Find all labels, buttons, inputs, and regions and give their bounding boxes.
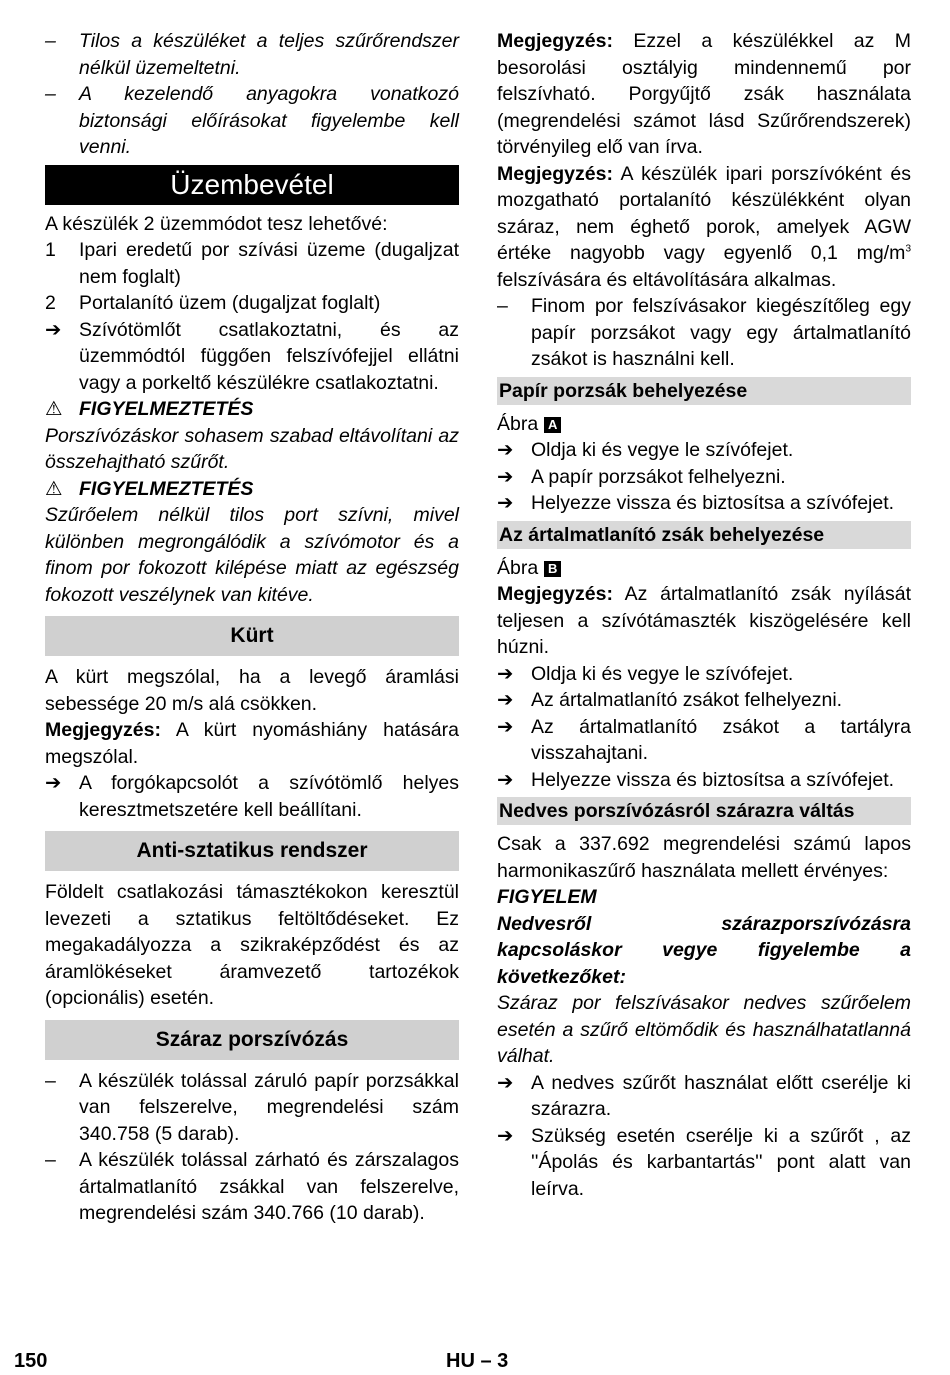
list-item — [45, 317, 459, 397]
section-heading-dry: Száraz porszívózás — [45, 1020, 459, 1060]
warning-text: Porszívózáskor sohasem szabad eltávolítani az összehajtható szűrőt. — [45, 424, 459, 473]
figure-label: Ábra — [497, 412, 539, 435]
note-text: A kürt nyomáshiány hatására megszólal. — [45, 719, 459, 768]
list-item-text: A papír porzsákot felhelyezni. — [531, 465, 786, 488]
list-item-text: A készülék tolással záruló papír porzsákkal van felszerelve, megrendelési szám 340.758 (5 darab). — [79, 1069, 459, 1145]
list-item-text: Az ártalmatlanító zsákot a tartályra visszahajtani. — [531, 715, 911, 764]
kurt-note — [45, 717, 459, 770]
figure-reference — [497, 411, 911, 438]
list-item-text: Szívótömlőt csatlakoztatni, és az üzemmódtól függően felszívófejjel ellátni vagy a porkeltő készülékre csatlakoztatni. — [79, 318, 459, 394]
note-text: felszívására és eltávolítására alkalmas. — [497, 268, 837, 291]
superscript: 3 — [905, 243, 911, 255]
arrow-icon: ➔ — [45, 318, 62, 341]
note-label: Megjegyzés: — [497, 583, 613, 605]
figure-label: Ábra — [497, 556, 539, 579]
dash-marker: – — [45, 1069, 56, 1092]
attention-label: FIGYELEM — [497, 886, 597, 908]
note-label: Megjegyzés: — [45, 719, 161, 741]
list-item-text: Az ártalmatlanító zsákot felhelyezni. — [531, 689, 843, 711]
list-item — [497, 687, 911, 714]
section-title: Üzembevétel — [45, 165, 459, 205]
list-item — [497, 490, 911, 517]
note-paragraph — [497, 28, 911, 161]
list-item-text: A kezelendő anyagokra vonatkozó biztonsági előírásokat figyelembe kell venni. — [79, 83, 459, 158]
list-item-text: Portalanító üzem (dugaljzat foglalt) — [79, 292, 381, 314]
number-marker: 1 — [45, 239, 56, 261]
page-number: 150 — [14, 1350, 48, 1372]
arrow-icon: ➔ — [497, 1124, 514, 1147]
list-item-text: A készülék tolással zárható és zárszalagos ártalmatlanító zsákkal van felszerelve, megrendelési szám 340.766 (10 darab). — [79, 1149, 459, 1224]
list-item-text: Szükség esetén cserélje ki a szűrőt , az ''Ápolás és karbantartás'' pont alatt van leírva. — [531, 1124, 911, 1200]
arrow-icon: ➔ — [497, 439, 514, 461]
arrow-icon: ➔ — [497, 768, 514, 791]
arrow-icon: ➔ — [497, 465, 514, 488]
wet-to-dry-text: Csak a 337.692 megrendelési számú lapos harmonikaszűrő használata mellett érvényes: — [497, 833, 911, 882]
note-paragraph — [497, 161, 911, 294]
list-item-text: Finom por felszívásakor kiegészítőleg egy papír porzsákot vagy egy ártalmatlanító zsákot is használni kell. — [531, 295, 911, 370]
warning-icon: ⚠ — [45, 398, 63, 420]
list-item — [497, 437, 911, 464]
attention-text: Száraz por felszívásakor nedves szűrőelem esetén a szűrő eltömődik és használhatatlanná válhat. — [497, 992, 911, 1067]
note-text: Ezzel a készülékkel az M besorolási osztályig mindennemű por felszívható. Porgyűjtő zsák használata (megrendelési számot lásd Szűrőrendszerek) törvényileg elő van írva. — [497, 30, 911, 158]
warning-label: FIGYELMEZTETÉS — [79, 477, 254, 500]
list-item-text: Helyezze vissza és biztosítsa a szívófejet. — [531, 492, 895, 514]
list-item — [497, 661, 911, 688]
section-footer: HU – 3 — [446, 1350, 509, 1372]
kurt-text: A kürt megszólal, ha a levegő áramlási sebessége 20 m/s alá csökken. — [45, 666, 459, 715]
arrow-icon: ➔ — [497, 1071, 514, 1094]
warning-text: Szűrőelem nélkül tilos port szívni, mivel különben megrongálódik a szívómotor és a finom por fokozott kilépése miatt az egészség fokozott veszélynek van kitéve. — [45, 504, 459, 606]
list-item — [45, 290, 459, 317]
warning-heading — [45, 396, 459, 423]
subsection-heading-wet-to-dry: Nedves porszívózásról szárazra váltás — [497, 797, 911, 825]
list-item — [45, 28, 459, 81]
left-column — [45, 28, 459, 1227]
list-item — [497, 1070, 911, 1123]
figure-letter-icon: A — [544, 417, 561, 433]
right-column — [497, 28, 911, 1202]
arrow-icon: ➔ — [497, 689, 514, 711]
list-item-text: Oldja ki és vegye le szívófejet. — [531, 439, 794, 461]
list-item — [45, 1068, 459, 1148]
arrow-icon: ➔ — [497, 715, 514, 738]
figure-letter-icon: B — [544, 561, 561, 577]
section-heading-kurt: Kürt — [45, 616, 459, 656]
list-item — [497, 1123, 911, 1203]
list-item-text: Oldja ki és vegye le szívófejet. — [531, 662, 794, 685]
note-label: Megjegyzés: — [497, 162, 613, 185]
list-item-text: A forgókapcsolót a szívótömlő helyes keresztmetszetére kell beállítani. — [79, 772, 459, 821]
note-label: Megjegyzés: — [497, 30, 613, 52]
list-item-text: Helyezze vissza és biztosítsa a szívófejet. — [531, 768, 895, 791]
list-item — [45, 770, 459, 823]
warning-heading — [45, 476, 459, 503]
list-item — [45, 81, 459, 161]
number-marker: 2 — [45, 292, 56, 314]
modes-intro: A készülék 2 üzemmódot tesz lehetővé: — [45, 212, 388, 235]
dash-marker: – — [45, 83, 56, 105]
list-item-text: Ipari eredetű por szívási üzeme (dugaljzat nem foglalt) — [79, 239, 459, 288]
section-heading-antistatic: Anti-sztatikus rendszer — [45, 831, 459, 871]
arrow-icon: ➔ — [45, 772, 62, 794]
subsection-heading-paper-bag: Papír porzsák behelyezése — [497, 377, 911, 405]
list-item — [497, 714, 911, 767]
list-item-text: Tilos a készüléket a teljes szűrőrendszer nélkül üzemeltetni. — [79, 30, 459, 79]
list-item — [497, 293, 911, 373]
note-paragraph — [497, 581, 911, 661]
list-item — [497, 464, 911, 491]
dash-marker: – — [497, 295, 508, 317]
arrow-icon: ➔ — [497, 662, 514, 685]
figure-reference — [497, 555, 911, 582]
note-text: A készülék ipari porszívóként és mozgatható portalanító készülékként olyan száraz, nem éghető porok, amelyek AGW értéke nagyobb vagy egyenlő 0,1 mg/m — [497, 162, 911, 264]
dash-marker: – — [45, 30, 56, 52]
list-item — [45, 237, 459, 290]
list-item — [497, 767, 911, 794]
attention-bold-text: Nedvesről szárazporszívózásra kapcsoláskor vegye figyelembe a következőket: — [497, 912, 911, 988]
antistatic-text: Földelt csatlakozási támasztékokon keresztül levezeti a sztatikus feltöltődéseket. Ez megakadályozza a szikraképződést és az áramlökéseket áramvezető tartozékok (opcionális) esetén. — [45, 881, 459, 1009]
arrow-icon: ➔ — [497, 492, 514, 514]
list-item-text: A nedves szűrőt használat előtt cserélje ki szárazra. — [531, 1071, 911, 1120]
list-item — [45, 1147, 459, 1227]
dash-marker: – — [45, 1149, 56, 1171]
subsection-heading-disposal-bag: Az ártalmatlanító zsák behelyezése — [497, 521, 911, 549]
warning-icon: ⚠ — [45, 477, 63, 500]
note-text: Az ártalmatlanító zsák nyílását teljesen a szívótámaszték kiszögelésére kell húzni. — [497, 583, 911, 658]
warning-label: FIGYELMEZTETÉS — [79, 398, 254, 420]
